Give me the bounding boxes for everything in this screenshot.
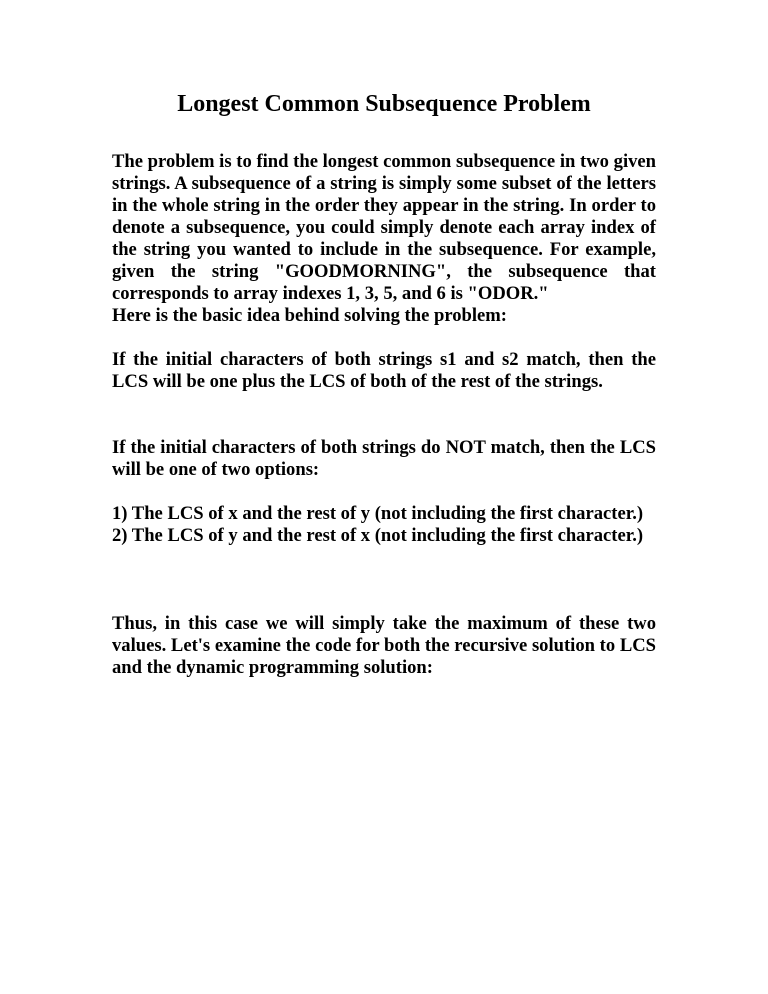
option-item-1: 1) The LCS of x and the rest of y (not including the first character.)	[112, 503, 644, 524]
intro-paragraph: The problem is to find the longest common subsequence in two given strings. A subsequence of a string is simply some subset of the letters in the whole string in the order they appear in the string. In order to denote a subsequence, you could simply denote each array index of the string you wanted to include in the subsequence. For example, given the string "GOODMORNING", the subsequence that corresponds to array indexes 1, 3, 5, and 6 is "ODOR."	[112, 151, 656, 304]
no-match-case-paragraph: If the initial characters of both strings do NOT match, then the LCS will be one of two options:	[112, 437, 656, 480]
option-item-2: 2) The LCS of y and the rest of x (not including the first character.)	[112, 525, 644, 546]
document-title: Longest Common Subsequence Problem	[177, 91, 591, 117]
options-list	[112, 503, 656, 547]
conclusion-paragraph: Thus, in this case we will simply take the maximum of these two values. Let's examine the code for both the recursive solution to LCS and the dynamic programming solution:	[112, 613, 656, 678]
match-case-paragraph: If the initial characters of both strings s1 and s2 match, then the LCS will be one plus the LCS of both of the rest of the strings.	[112, 349, 656, 392]
basic-idea-heading: Here is the basic idea behind solving the problem:	[112, 305, 507, 326]
